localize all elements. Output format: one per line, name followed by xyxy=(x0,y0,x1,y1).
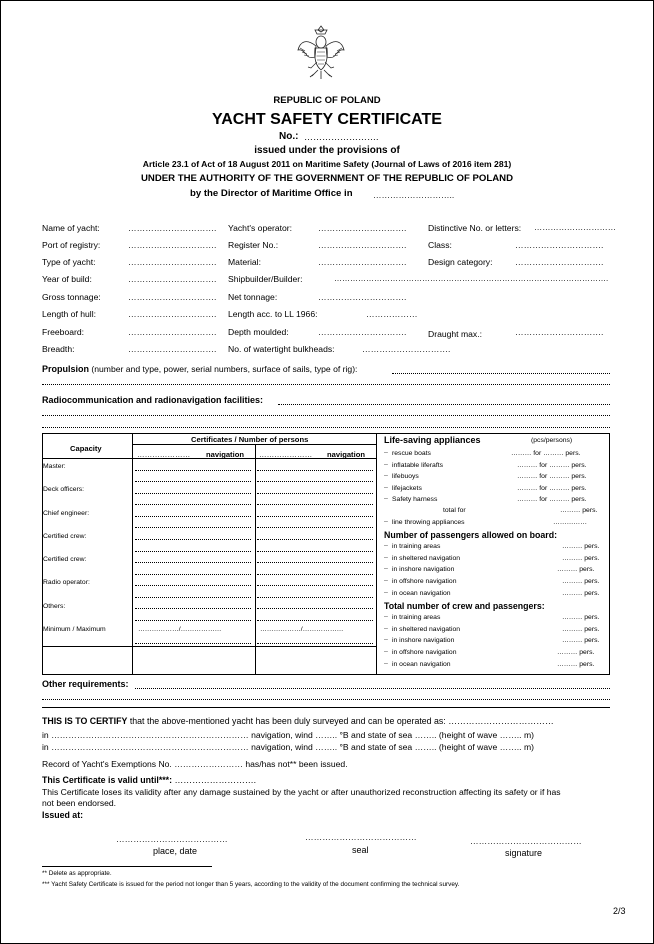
total-value[interactable]: ……… pers. xyxy=(562,614,600,621)
nav-dots-left[interactable]: ………………… xyxy=(137,450,191,459)
field-register-no[interactable]: …………………………. xyxy=(318,240,407,250)
propulsion-hint: (number and type, power, serial numbers, surface of sails, type of rig): xyxy=(91,364,358,374)
label-port-of-registry: Port of registry: xyxy=(42,240,101,250)
label-year-of-build: Year of build: xyxy=(42,274,92,284)
passengers-title: Number of passengers allowed on board: xyxy=(384,530,558,540)
field-year-of-build[interactable]: …………………………. xyxy=(128,274,217,284)
minmax-field-left[interactable]: ………………/……………… xyxy=(138,626,222,633)
lifesaving-item: rescue boats xyxy=(392,450,431,457)
passengers-item: in ocean navigation xyxy=(392,590,451,597)
label-freeboard: Freeboard: xyxy=(42,327,85,337)
polish-eagle-emblem xyxy=(296,24,346,82)
label-net-tonnage: Net tonnage: xyxy=(228,292,278,302)
propulsion-label: Propulsion xyxy=(42,364,89,374)
navigation-line-2[interactable]: in …………………………………………………………… navigation, wind …….. °B and state of sea …….. (height of wave …….. m) xyxy=(42,742,534,752)
certificate-no-field[interactable]: ……………………. xyxy=(304,132,379,142)
exemptions-line[interactable]: Record of Yacht's Exemptions No. …………………… has/has not** been issued. xyxy=(42,759,348,769)
field-draught-max[interactable]: …………………………. xyxy=(515,327,604,337)
other-requirements-field-line-2[interactable] xyxy=(42,699,610,700)
nav-dots-right[interactable]: ………………… xyxy=(259,450,313,459)
valid-until-field[interactable]: ………………………. xyxy=(174,775,257,785)
row-certified-crew-2: Certified crew: xyxy=(43,556,87,563)
valid-until-label: This Certificate is valid until***: xyxy=(42,775,173,785)
country-name: REPUBLIC OF POLAND xyxy=(273,95,381,106)
passengers-item: in training areas xyxy=(392,543,441,550)
nav-header-right: navigation xyxy=(327,450,365,459)
place-date-field[interactable]: ………………………………… xyxy=(116,834,228,844)
footnote-divider xyxy=(42,866,212,867)
table-divider xyxy=(376,434,377,674)
table-divider xyxy=(132,434,133,674)
signature-label: signature xyxy=(505,848,543,858)
field-class[interactable]: …………………………. xyxy=(515,240,604,250)
page-number: 2/3 xyxy=(613,906,626,916)
lifesaving-item: Safety harness xyxy=(392,496,438,503)
passengers-value[interactable]: ……… pers. xyxy=(562,590,600,597)
radio-label: Radiocommunication and radionavigation facilities: xyxy=(42,395,264,405)
director-line: by the Director of Maritime Office in xyxy=(190,188,353,199)
field-shipbuilder[interactable]: …………………………………………………………………………………………. xyxy=(334,274,609,283)
lifesaving-value[interactable]: ……… for ……… pers. xyxy=(517,485,587,492)
footnote-2: *** Yacht Safety Certificate is issued for the period not longer than 5 years, according to the validity of the document confirming the technical survey. xyxy=(42,881,460,888)
table-capacity-header: Capacity xyxy=(70,444,102,453)
field-net-tonnage[interactable]: …………………………. xyxy=(318,292,407,302)
minmax-field-right[interactable]: ………………/……………… xyxy=(260,626,344,633)
passengers-item: in sheltered navigation xyxy=(392,555,461,562)
row-chief-engineer: Chief engineer: xyxy=(43,510,90,517)
total-item: in inshore navigation xyxy=(392,637,455,644)
passengers-item: in offshore navigation xyxy=(392,578,457,585)
field-material[interactable]: …………………………. xyxy=(318,257,407,267)
lifesaving-item: line throwing appliances xyxy=(392,519,465,526)
label-distinctive-no: Distinctive No. or letters: xyxy=(428,223,522,233)
lifesaving-item: lifebuoys xyxy=(392,473,419,480)
label-draught-max: Draught max.: xyxy=(428,329,482,339)
passengers-item: in inshore navigation xyxy=(392,566,455,573)
passengers-value[interactable]: ……… pers. xyxy=(562,555,600,562)
lifesaving-item: total for xyxy=(443,507,466,514)
lifesaving-title: Life-saving appliances xyxy=(384,435,481,445)
row-radio-operator: Radio operator: xyxy=(43,579,90,586)
propulsion-field[interactable] xyxy=(392,373,610,374)
total-value[interactable]: ……… pers. xyxy=(557,661,595,668)
label-depth-moulded: Depth moulded: xyxy=(228,327,289,337)
passengers-value[interactable]: ……… pers. xyxy=(562,578,600,585)
propulsion-field-line-2[interactable] xyxy=(42,384,610,385)
lifesaving-unit: (pcs/persons) xyxy=(531,437,573,444)
table-divider xyxy=(43,646,376,647)
field-depth-moulded[interactable]: …………………………. xyxy=(318,327,407,337)
label-name-of-yacht: Name of yacht: xyxy=(42,223,100,233)
certify-statement xyxy=(42,716,554,726)
section-divider xyxy=(42,707,610,708)
label-breadth: Breadth: xyxy=(42,344,75,354)
label-watertight-bulkheads: No. of watertight bulkheads: xyxy=(228,344,335,354)
label-material: Material: xyxy=(228,257,261,267)
label-register-no: Register No.: xyxy=(228,240,279,250)
table-divider xyxy=(132,444,376,445)
field-gross-tonnage[interactable]: …………………………. xyxy=(128,292,217,302)
field-port-of-registry[interactable]: …………………………. xyxy=(128,240,217,250)
lifesaving-item: lifejackets xyxy=(392,485,422,492)
lifesaving-value[interactable]: ……… for ……… pers. xyxy=(511,450,581,457)
row-others: Others: xyxy=(43,603,66,610)
label-shipbuilder: Shipbuilder/Builder: xyxy=(228,274,303,284)
total-value[interactable]: ……… pers. xyxy=(562,626,600,633)
field-name-of-yacht[interactable]: …………………………. xyxy=(128,223,217,233)
total-value[interactable]: ……… pers. xyxy=(562,637,600,644)
field-length-ll[interactable]: ……………… xyxy=(366,309,418,319)
document-title: YACHT SAFETY CERTIFICATE xyxy=(212,111,442,128)
field-distinctive-no[interactable]: ………………………… xyxy=(534,223,616,232)
nav-header-left: navigation xyxy=(206,450,244,459)
field-freeboard[interactable]: …………………………. xyxy=(128,327,217,337)
authority-line: UNDER THE AUTHORITY OF THE GOVERNMENT OF THE REPUBLIC OF POLAND xyxy=(140,173,514,184)
field-yachts-operator[interactable]: …………………………. xyxy=(318,223,407,233)
propulsion-line xyxy=(42,364,357,374)
field-breadth[interactable]: …………………………. xyxy=(128,344,217,354)
loses-validity-line-1: This Certificate loses its validity after any damage sustained by the yacht or after unauthorized reconstruction affecting its safety or if has xyxy=(42,787,561,797)
certify-text: that the above-mentioned yacht has been duly surveyed and can be operated as: ……………………………… xyxy=(129,716,554,726)
label-design-category: Design category: xyxy=(428,257,493,267)
certificate-no-label: No.: xyxy=(279,131,299,142)
total-item: in training areas xyxy=(392,614,441,621)
navigation-line-1[interactable]: in …………………………………………………………… navigation, wind …….. °B and state of sea …….. (height of wave …….. m) xyxy=(42,730,534,740)
total-value[interactable]: ……… pers. xyxy=(557,649,595,656)
label-class: Class: xyxy=(428,240,452,250)
row-certified-crew-1: Certified crew: xyxy=(43,533,87,540)
row-deck-officers: Deck officers: xyxy=(43,486,85,493)
label-type-of-yacht: Type of yacht: xyxy=(42,257,96,267)
place-date-label: place, date xyxy=(153,846,198,856)
maritime-office-field[interactable]: ……………………….. xyxy=(373,190,455,200)
radio-field-line-3[interactable] xyxy=(42,427,610,428)
label-yachts-operator: Yacht's operator: xyxy=(228,223,293,233)
total-item: in ocean navigation xyxy=(392,661,451,668)
passengers-value[interactable]: ……… pers. xyxy=(557,566,595,573)
lifesaving-value[interactable]: ……… for ……… pers. xyxy=(517,496,587,503)
total-item: in sheltered navigation xyxy=(392,626,461,633)
loses-validity-line-2: not been endorsed. xyxy=(42,798,117,808)
field-design-category[interactable]: …………………………. xyxy=(515,257,604,267)
other-requirements-label: Other requirements: xyxy=(42,679,129,689)
label-length-of-hull: Length of hull: xyxy=(42,309,96,319)
label-gross-tonnage: Gross tonnage: xyxy=(42,292,101,302)
table-certificates-header: Certificates / Number of persons xyxy=(191,435,309,444)
lifesaving-value[interactable]: ……… for ……… pers. xyxy=(517,462,587,469)
table-divider xyxy=(255,444,256,674)
seal-field[interactable]: ………………………………… xyxy=(305,832,417,842)
total-title: Total number of crew and passengers: xyxy=(384,601,545,611)
radio-field[interactable] xyxy=(278,404,610,405)
lifesaving-value[interactable]: ……… for ……… pers. xyxy=(517,473,587,480)
legal-article: Article 23.1 of Act of 18 August 2011 on Maritime Safety (Journal of Laws of 2016 item 281) xyxy=(142,159,512,169)
lifesaving-value[interactable]: ……… pers. xyxy=(560,507,598,514)
lifesaving-item: inflatable liferafts xyxy=(392,462,444,469)
certify-bold: THIS IS TO CERTIFY xyxy=(42,716,128,726)
field-length-of-hull[interactable]: …………………………. xyxy=(128,309,217,319)
label-length-ll: Length acc. to LL 1966: xyxy=(228,309,318,319)
issued-at-label: Issued at: xyxy=(42,810,84,820)
field-type-of-yacht[interactable]: …………………………. xyxy=(128,257,217,267)
passengers-value[interactable]: ……… pers. xyxy=(562,543,600,550)
footnote-1: ** Delete as appropriate. xyxy=(42,870,112,877)
seal-label: seal xyxy=(352,845,369,855)
lifesaving-value[interactable]: …………… xyxy=(553,519,587,526)
validity-line xyxy=(42,775,256,785)
signature-field[interactable]: ………………………………… xyxy=(470,836,582,846)
total-item: in offshore navigation xyxy=(392,649,457,656)
radio-field-line-2[interactable] xyxy=(42,415,610,416)
other-requirements-field[interactable] xyxy=(135,688,610,689)
row-minimum-maximum: Minimum / Maximum xyxy=(43,626,106,633)
row-master: Master: xyxy=(43,463,66,470)
field-watertight-bulkheads[interactable]: …………………………. xyxy=(362,344,451,354)
issued-under: issued under the provisions of xyxy=(254,145,400,156)
